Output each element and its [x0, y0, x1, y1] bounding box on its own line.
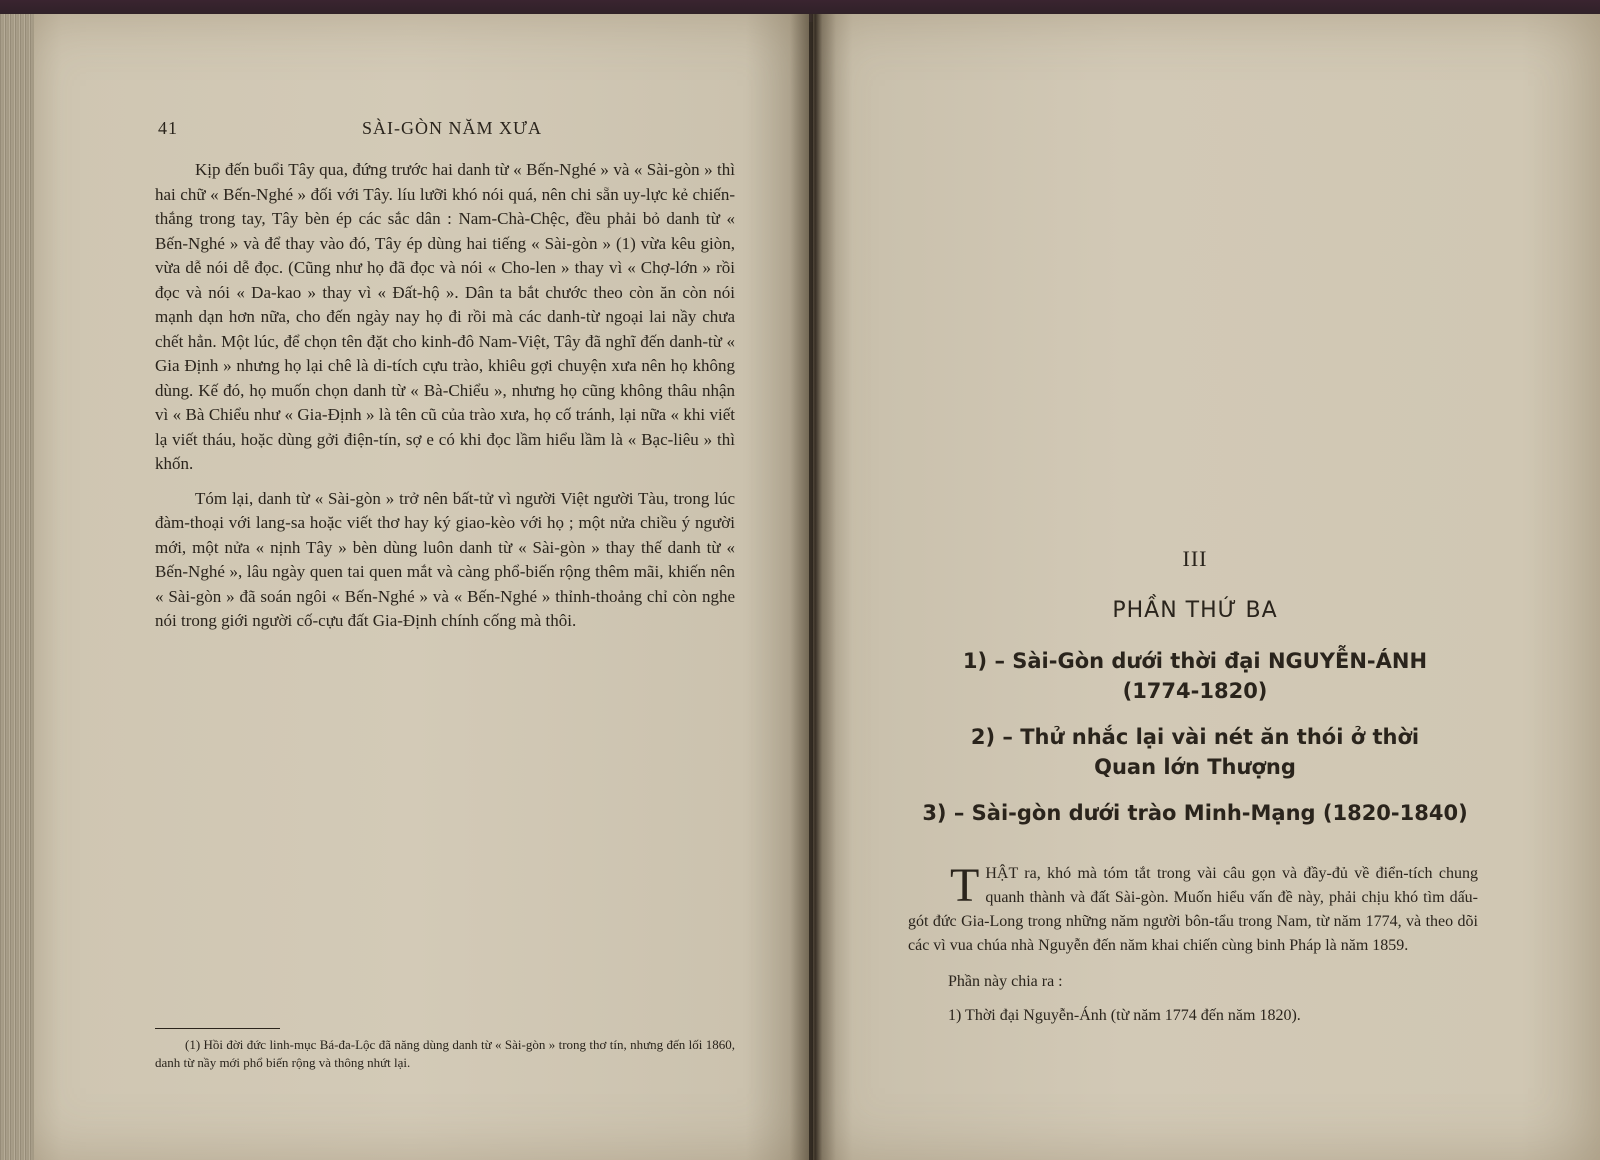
section-heading — [920, 798, 1470, 828]
book-gutter — [790, 14, 836, 1160]
paragraph: Kịp đến buổi Tây qua, đứng trước hai danh từ « Bến-Nghé » và « Sài-gòn » thì hai chữ « Bến-Nghé » đối với Tây. líu lưỡi khó nói quá, nên chi sẵn uy-lực kẻ chiến-thắng trong tay, Tây bèn ép các sắc dân : Nam-Chà-Chệc, đều phải bỏ danh từ « Bến-Nghé » và để thay vào đó, Tây ép dùng hai tiếng « Sài-gòn » (1) vừa kêu giòn, vừa dễ nói dễ đọc. (Cũng như họ đã đọc và nói « Cho-len » thay vì « Chợ-lớn » rồi đọc và nói « Da-kao » thay vì « Đất-hộ ». Dân ta bắt chước theo còn ăn còn nói mạnh dạn hơn nữa, cho đến ngày nay họ đi rồi mà các danh-từ ngoại lai nầy chưa chết hẳn. Một lúc, để chọn tên đặt cho kinh-đô Nam-Việt, Tây đã nghĩ đến danh-từ « Gia Định » nhưng họ lại chê là di-tích cựu trào, khiêu gợi chuyện xưa nên họ không dùng. Kế đó, họ muốn chọn danh từ « Bà-Chiểu », nhưng họ cũng không thâu nhận vì « Bà Chiểu như « Gia-Định » là tên cũ của trào xưa, họ cố tránh, lại nữa « khi viết lạ viết tháu, hoặc dùng gởi điện-tín, sợ e có khi đọc lầm hiểu lầm là « Bạc-liêu » thì khốn. — [155, 160, 735, 473]
section-heading-line: Quan lớn Thượng — [1094, 755, 1296, 779]
intro-paragraph — [908, 859, 1478, 958]
section-heading — [920, 722, 1470, 782]
intro-text: HẬT ra, khó mà tóm tắt trong vài câu gọn và đầy-đủ về điển-tích chung quanh thành và đất Sài-gòn. Muốn hiểu vấn đề này, phải chịu khó tìm dấu-gót đức Gia-Long trong những năm người bôn-tẩu trong Nam, từ năm 1774, và theo dõi các vì vua chúa nhà Nguyễn đến năm khai chiến cùng binh Pháp là năm 1859. — [908, 865, 1478, 954]
running-title: SÀI-GÒN NĂM XƯA — [362, 118, 542, 138]
footnote: (1) Hồi đời đức linh-mục Bá-đa-Lộc đã năng dùng danh từ « Sài-gòn » trong thơ tín, nhưng đến lối 1860, danh từ nầy mới phổ biến rộng và thông nhứt lại. — [155, 1037, 735, 1070]
right-body-text — [908, 859, 1478, 1038]
section-heading-line: 3) – Sài-gòn dưới trào Minh-Mạng (1820-1840) — [922, 801, 1468, 825]
section-heading-line: (1774-1820) — [1122, 679, 1268, 703]
drop-cap: T — [950, 859, 980, 912]
section-heading-line: 1) – Sài-Gòn dưới thời đại NGUYỄN-ÁNH — [962, 649, 1428, 673]
part-title: PHẦN THỨ BA — [1112, 598, 1278, 623]
chapter-numeral: III — [1182, 546, 1208, 571]
division-intro: Phần này chia ra : — [948, 973, 1063, 990]
page-edges — [0, 14, 34, 1160]
section-heading-line: 2) – Thử nhắc lại vài nét ăn thói ở thời — [970, 725, 1420, 749]
footnote-rule — [155, 1028, 280, 1029]
paragraph: Tóm lại, danh từ « Sài-gòn » trở nên bất-tử vì người Việt người Tàu, trong lúc đàm-thoại với lang-sa hoặc viết thơ hay ký giao-kèo với họ ; một nửa chiều ý người mới, một nửa « nịnh Tây » bèn dùng luôn danh từ « Sài-gòn » thay thế danh từ « Bến-Nghé », lâu ngày quen tai quen mắt và càng phổ-biến rộng thêm mãi, khiến nên « Sài-gòn » đã soán ngôi « Bến-Nghé » và « Bến-Nghé » thỉnh-thoảng chỉ còn nghe nói trong giới người cố-cựu đất Gia-Định chính cống mà thôi. — [155, 488, 735, 630]
division-item: 1) Thời đại Nguyễn-Ánh (từ năm 1774 đến năm 1820). — [948, 1007, 1301, 1024]
section-heading — [920, 646, 1470, 706]
page-number: 41 — [158, 118, 178, 138]
left-body-text — [155, 158, 735, 644]
